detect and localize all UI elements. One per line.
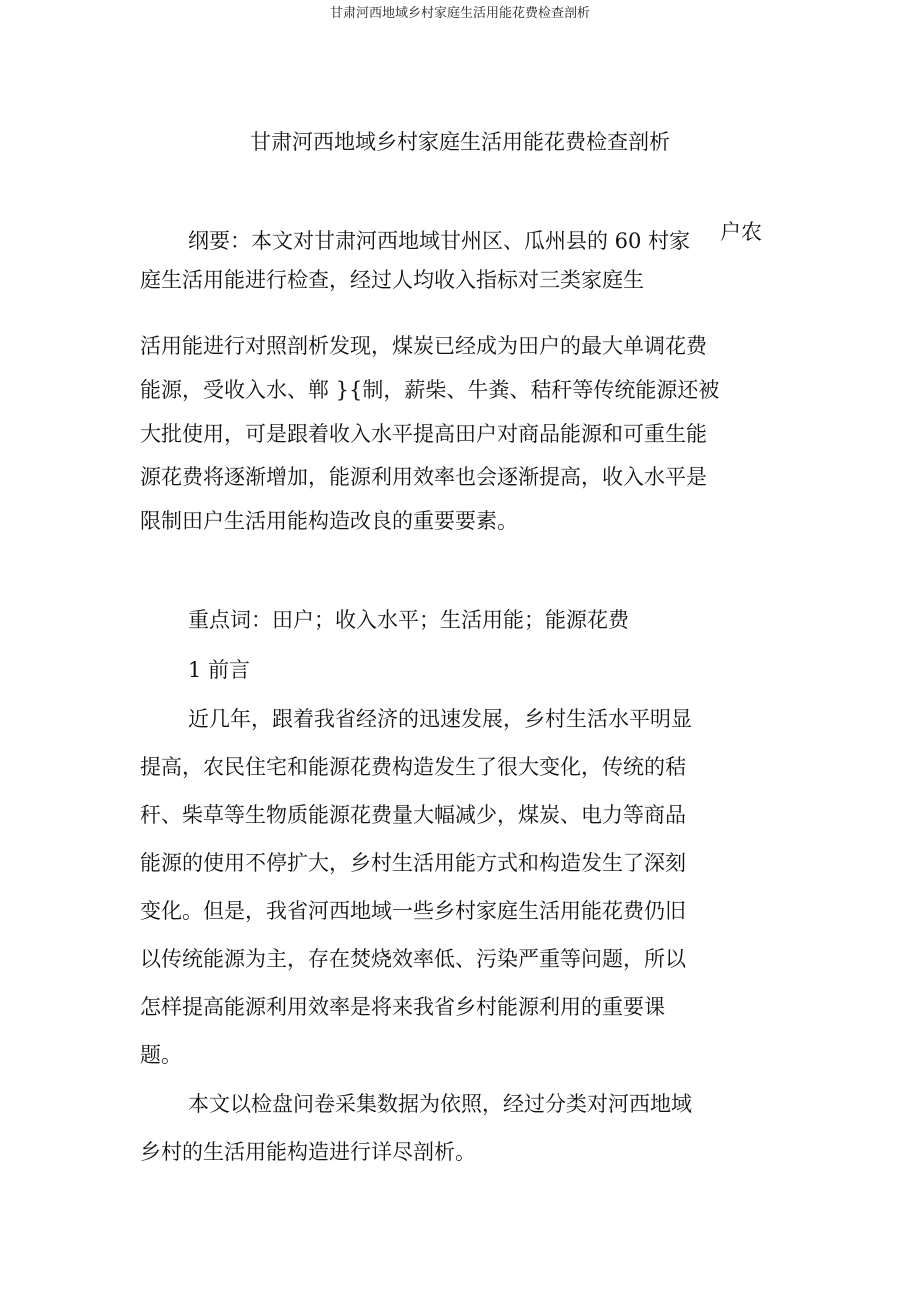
- para1-line-3: 秆、柴草等生物质能源花费量大幅减少，煤炭、电力等商品: [140, 803, 686, 827]
- para1-line-2: 提高，农民住宅和能源花费构造发生了很大变化，传统的秸: [140, 755, 686, 779]
- para1-line-7: 怎样提高能源利用效率是将来我省乡村能源利用的重要课: [140, 995, 665, 1019]
- para1-line-1: 近几年，跟着我省经济的迅速发展，乡村生活水平明显: [188, 707, 692, 731]
- section-heading: 1 前言: [188, 658, 251, 682]
- abstract-line-3: 活用能进行对照剖析发现，煤炭已经成为田户的最大单调花费: [140, 334, 707, 358]
- abstract-line-1: 纲要：本文对甘肃河西地域甘州区、瓜州县的 60 村家: [188, 229, 691, 253]
- abstract-line-6: 源花费将逐渐增加，能源利用效率也会逐渐提高，收入水平是: [140, 465, 707, 489]
- para1-line-8: 题。: [140, 1043, 182, 1067]
- keywords: 重点词：田户；收入水平；生活用能；能源花费: [188, 608, 629, 632]
- para1-line-4: 能源的使用不停扩大，乡村生活用能方式和构造发生了深刻: [140, 851, 686, 875]
- abstract-line-5: 大批使用，可是跟着收入水平提高田户对商品能源和可重生能: [140, 422, 707, 446]
- abstract-line-7: 限制田户生活用能构造改良的重要要素。: [140, 509, 518, 533]
- abstract-line-2: 庭生活用能进行检查，经过人均收入指标对三类家庭生: [140, 268, 644, 292]
- abstract-line-1-raised: 户农: [720, 220, 762, 244]
- para1-line-5: 变化。但是，我省河西地域一些乡村家庭生活用能花费仍旧: [140, 899, 686, 923]
- para2-line-1: 本文以检盘问卷采集数据为依照，经过分类对河西地域: [188, 1092, 692, 1116]
- document-title: 甘肃河西地域乡村家庭生活用能花费检查剖析: [250, 130, 670, 154]
- running-header: 甘肃河西地域乡村家庭生活用能花费检查剖析: [329, 6, 590, 21]
- para2-line-2: 乡村的生活用能构造进行详尽剖析。: [140, 1140, 476, 1164]
- para1-line-6: 以传统能源为主，存在焚烧效率低、污染严重等问题，所以: [140, 947, 686, 971]
- abstract-line-4: 能源，受收入水、郸 }{制，薪柴、牛粪、秸秆等传统能源还被: [140, 378, 720, 402]
